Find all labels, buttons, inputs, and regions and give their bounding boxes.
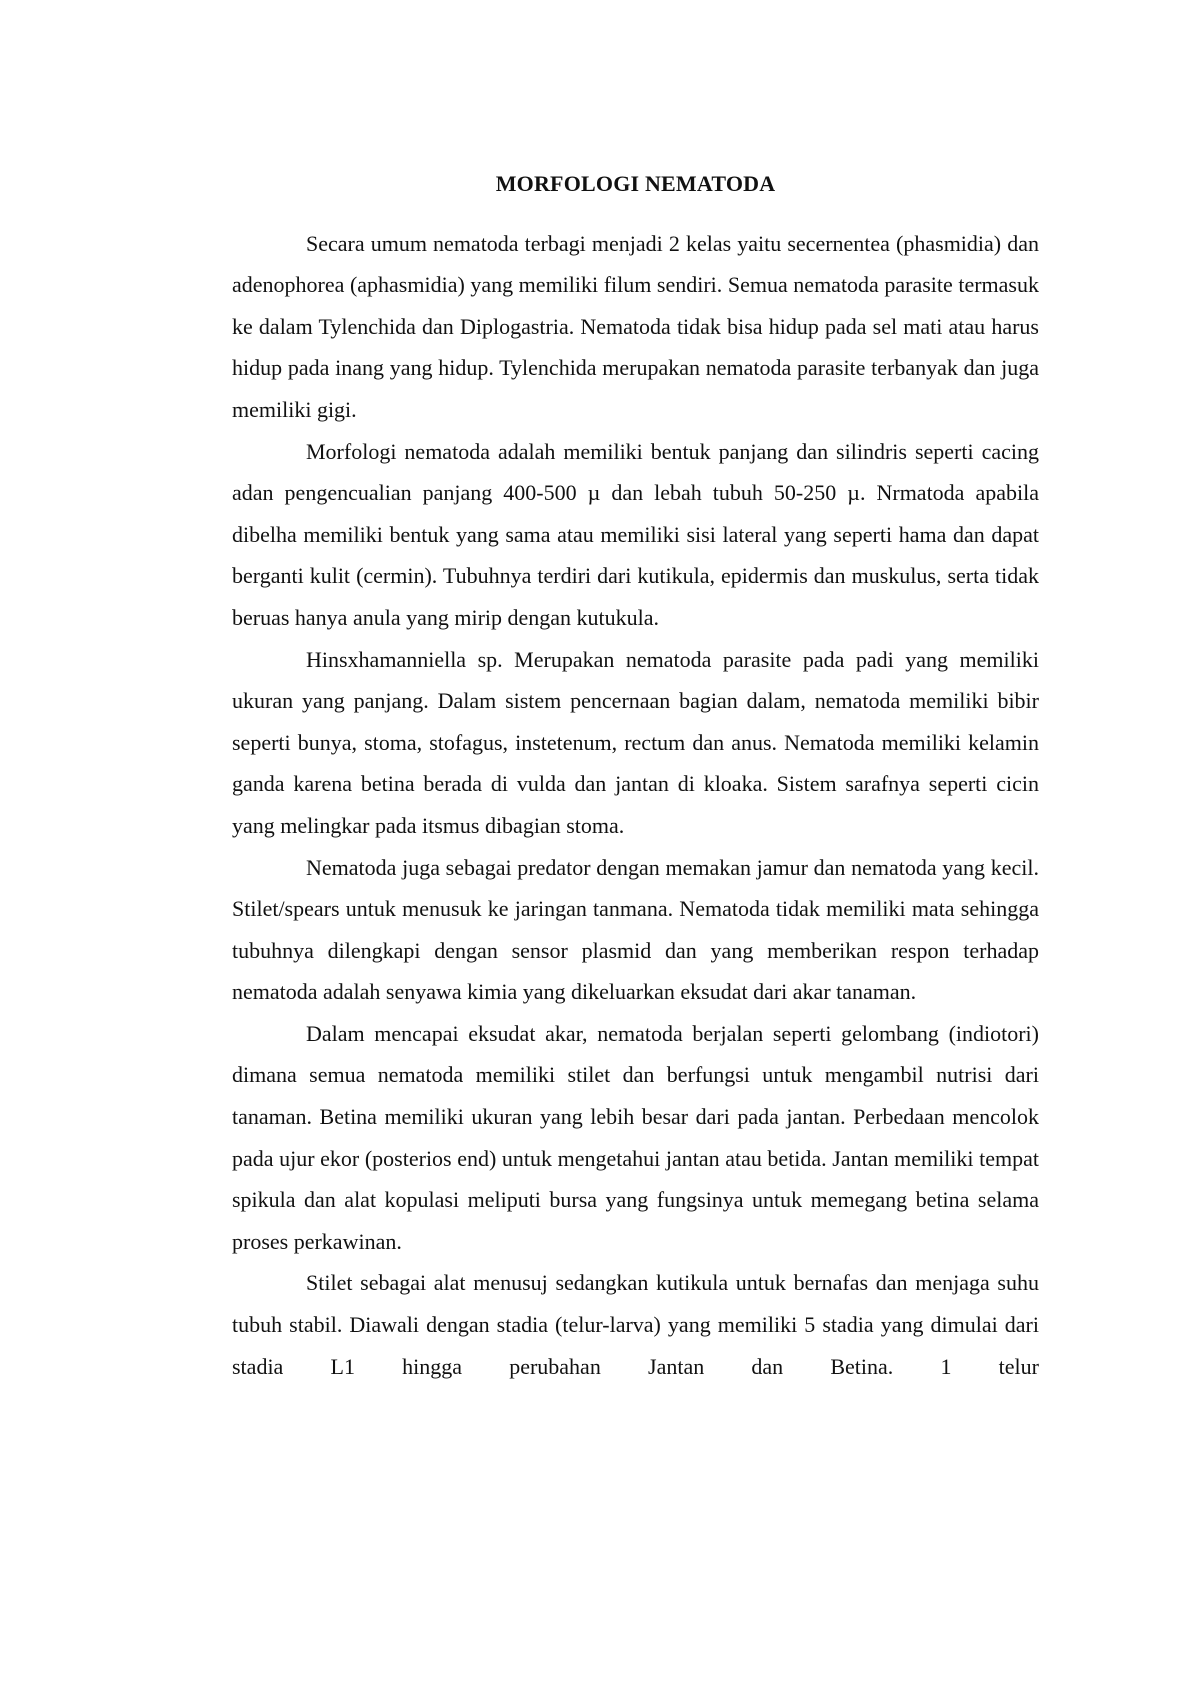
- paragraph: Secara umum nematoda terbagi menjadi 2 kelas yaitu secernentea (phasmidia) dan adenophorea (aphasmidia) yang memiliki filum sendiri. Semua nematoda parasite termasuk ke dalam Tylenchida dan Diplogastria. Nematoda tidak bisa hidup pada sel mati atau harus hidup pada inang yang hidup. Tylenchida merupakan nematoda parasite terbanyak dan juga memiliki gigi.: [232, 230, 1039, 422]
- paragraph: Hinsxhamanniella sp. Merupakan nematoda parasite pada padi yang memiliki ukuran yang panjang. Dalam sistem pencernaan bagian dalam, nematoda memiliki bibir seperti bunya, stoma, stofagus, instetenum, rectum dan anus. Nematoda memiliki kelamin ganda karena betina berada di vulda dan jantan di kloaka. Sistem sarafnya seperti cicin yang melingkar pada itsmus dibagian stoma.: [232, 646, 1039, 838]
- paragraph: Nematoda juga sebagai predator dengan memakan jamur dan nematoda yang kecil. Stilet/spears untuk menusuk ke jaringan tanmana. Nematoda tidak memiliki mata sehingga tubuhnya dilengkapi dengan sensor plasmid dan yang memberikan respon terhadap nematoda adalah senyawa kimia yang dikeluarkan eksudat dari akar tanaman.: [232, 854, 1039, 1005]
- page-title: MORFOLOGI NEMATODA: [495, 171, 776, 196]
- paragraph: Stilet sebagai alat menusuj sedangkan kutikula untuk bernafas dan menjaga suhu tubuh stabil. Diawali dengan stadia (telur-larva) yang memiliki 5 stadia yang dimulai dari stadia L1 hingga perubahan Jantan dan Betina. 1 telur: [232, 1270, 1039, 1379]
- paragraph: Morfologi nematoda adalah memiliki bentuk panjang dan silindris seperti cacing adan pengencualian panjang 400-500 µ dan lebah tubuh 50-250 µ. Nrmatoda apabila dibelha memiliki bentuk yang sama atau memiliki sisi lateral yang seperti hama dan dapat berganti kulit (cermin). Tubuhnya terdiri dari kutikula, epidermis dan muskulus, serta tidak beruas hanya anula yang mirip dengan kutukula.: [232, 438, 1039, 630]
- paragraph: Dalam mencapai eksudat akar, nematoda berjalan seperti gelombang (indiotori) dimana semua nematoda memiliki stilet dan berfungsi untuk mengambil nutrisi dari tanaman. Betina memiliki ukuran yang lebih besar dari pada jantan. Perbedaan mencolok pada ujur ekor (posterios end) untuk mengetahui jantan atau betida. Jantan memiliki tempat spikula dan alat kopulasi meliputi bursa yang fungsinya untuk memegang betina selama proses perkawinan.: [232, 1020, 1039, 1254]
- document-body: [232, 163, 1039, 1387]
